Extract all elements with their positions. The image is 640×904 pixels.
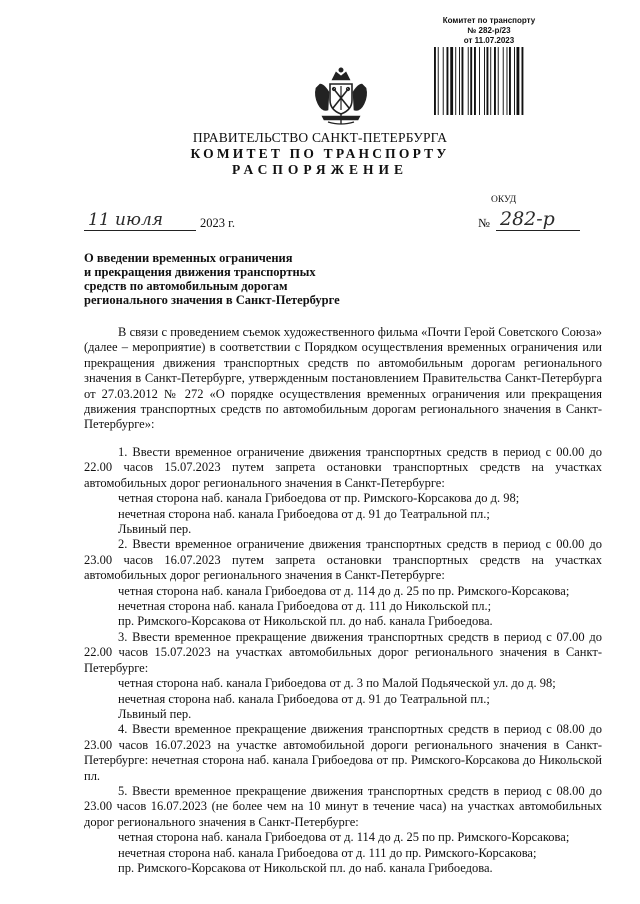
stamp-line-1: Комитет по транспорту [442, 16, 536, 25]
order-items [84, 445, 602, 876]
road-section: нечетная сторона наб. канала Грибоедова от д. 91 до Театральной пл.; [118, 691, 490, 706]
order-item-3: 3. Ввести временное прекращение движения транспортных средств в период с 07.00 до 22.00 часов 15.07.2023 на участках автомобильных дорог регионального значения в Санкт-Петербурге: [84, 629, 602, 675]
date-underline [84, 230, 196, 231]
order-item-4: 4. Ввести временное прекращение движения транспортных средств в период с 08.00 до 23.00 часов 16.07.2023 на участке автомобильной дороги регионального значения в Санкт-Петербурге: нечетная сторона наб. канала Грибоедова от пр. Римского-Корсакова до Никольской пл. [84, 722, 602, 783]
okud-label: ОКУД [491, 195, 517, 205]
preamble-paragraph: В связи с проведением съемок художественного фильма «Почти Герой Советского Союза» (далее – мероприятие) в соответствии с Порядком осуществления временных ограничения или прекращения движения транспортных средств по автомобильным дорогам регионального значения в Санкт-Петербурге, утвержденным постановлением Правительства Санкт-Петербурга от 27.03.2012 № 272 «О порядке осуществления временных ограничения или прекращения движения транспортных средств по автомобильным дорогам регионального значения в Санкт-Петербурге»: [84, 325, 602, 432]
document-date [84, 210, 304, 234]
coat-of-arms-emblem [310, 66, 372, 128]
committee-title: КОМИТЕТ ПО ТРАНСПОРТУ [190, 146, 450, 161]
preamble [84, 325, 602, 433]
road-section: четная сторона наб. канала Грибоедова от д. 114 до д. 25 по пр. Римского-Корсакова; [118, 830, 570, 845]
registration-stamp [424, 16, 554, 46]
road-section: Львиный пер. [118, 522, 192, 537]
barcode-bar [522, 47, 524, 115]
barcode-bar [514, 47, 515, 115]
road-section: четная сторона наб. канала Грибоедова от д. 114 до д. 25 по пр. Римского-Корсакова; [118, 583, 570, 598]
barcode-bar [468, 47, 469, 115]
document-subject [84, 251, 340, 307]
barcode-bar [474, 47, 476, 115]
handwritten-date: 11 июля [88, 210, 164, 230]
barcode-bar [494, 47, 496, 115]
barcode-bar [507, 47, 508, 115]
subject-line: и прекращения движения транспортных [84, 265, 316, 279]
order-item-2: 2. Ввести временное ограничение движения транспортных средств в период с 00.00 до 23.00 часов 16.07.2023 путем запрета остановки транспортных средств на участках автомобильных дорог регионального значения в Санкт-Петербурге: [84, 537, 602, 583]
barcode-bar [434, 47, 436, 115]
number-underline [496, 230, 580, 231]
handwritten-number: 282-р [500, 208, 555, 230]
subject-line: О введении временных ограничения [84, 251, 293, 265]
barcode-bar [443, 47, 444, 115]
stamp-line-2: № 282-р/23 [467, 26, 511, 35]
barcode-bar [487, 47, 489, 115]
road-section: четная сторона наб. канала Грибоедова от д. 3 по Малой Подьяческой ул. до д. 98; [118, 676, 556, 691]
order-item-1: 1. Ввести временное ограничение движения транспортных средств в период с 00.00 до 22.00 часов 15.07.2023 путем запрета остановки транспортных средств на участках автомобильных дорог регионального значения в Санкт-Петербурге: [84, 445, 602, 490]
barcode-bar [470, 47, 472, 115]
barcode-bar [503, 47, 504, 115]
document-number [478, 210, 588, 236]
barcode [432, 47, 548, 115]
barcode-bar [455, 47, 456, 115]
subject-line: регионального значения в Санкт-Петербурге [84, 293, 340, 307]
road-section: пр. Римского-Корсакова от Никольской пл. до наб. канала Грибоедова. [118, 860, 493, 875]
government-title: ПРАВИТЕЛЬСТВО САНКТ-ПЕТЕРБУРГА [192, 130, 448, 145]
number-sign: № [478, 216, 490, 230]
barcode-bar [490, 47, 491, 115]
barcode-bar [479, 47, 480, 115]
road-section: пр. Римского-Корсакова от Никольской пл. до наб. канала Грибоедова. [118, 614, 493, 629]
barcode-bar [498, 47, 499, 115]
document-type-title: РАСПОРЯЖЕНИЕ [231, 162, 409, 177]
barcode-bar [484, 47, 485, 115]
order-item-5: 5. Ввести временное прекращение движения транспортных средств в период с 08.00 до 23.00 часов 16.07.2023 (не более чем на 10 минут в течение часа) на участках автомобильных дорог регионального значения в Санкт-Петербурге: [84, 783, 602, 829]
date-year: 2023 г. [200, 216, 235, 230]
barcode-bar [438, 47, 439, 115]
barcode-bar [462, 47, 464, 115]
barcode-bar [517, 47, 520, 115]
barcode-bar [450, 47, 453, 115]
stamp-line-3: от 11.07.2023 [463, 36, 515, 45]
road-section: четная сторона наб. канала Грибоедова от пр. Римского-Корсакова до д. 98; [118, 491, 520, 506]
road-section: нечетная сторона наб. канала Грибоедова от д. 111 до Никольской пл.; [118, 599, 492, 614]
road-section: нечетная сторона наб. канала Грибоедова от д. 91 до Театральной пл.; [118, 506, 490, 521]
road-section: Львиный пер. [118, 706, 192, 721]
road-section: нечетная сторона наб. канала Грибоедова от д. 111 до пр. Римского-Корсакова; [118, 845, 537, 860]
subject-line: средств по автомобильным дорогам [84, 279, 288, 293]
barcode-bar [459, 47, 460, 115]
barcode-bar [509, 47, 511, 115]
barcode-bar [447, 47, 449, 115]
